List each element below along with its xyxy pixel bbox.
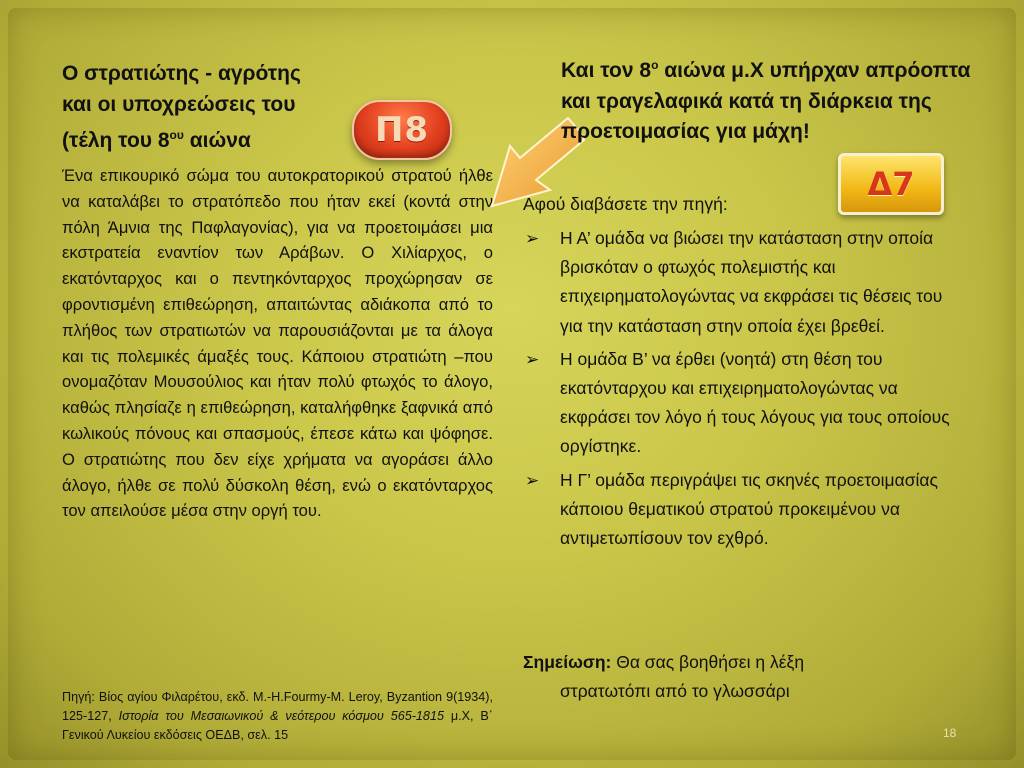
left-title-superscript: ου <box>169 128 184 142</box>
task-item-b <box>523 345 963 462</box>
task-item-a <box>523 224 963 341</box>
citation-text-end: μ.Χ, Β΄ Γενικού Λυκείου εκδόσεις ΟΕΔΒ, σελ. 15 <box>62 709 493 742</box>
arrow-bullet-icon: ➢ <box>525 229 540 248</box>
citation-book-title: Ιστορία του Μεσαιωνικού & νεότερου κόσμου 565-1815 <box>118 709 444 723</box>
p8-badge-label: Π8 <box>374 110 430 150</box>
right-title <box>561 50 971 148</box>
left-title-line-2: και οι υποχρεώσεις του <box>62 93 296 116</box>
page-number: 18 <box>943 726 957 740</box>
source-text-paragraph: Ένα επικουρικό σώμα του αυτοκρατορικού στρατού ήλθε να καταλάβει το στρατόπεδο που ήταν εκεί (κοντά στην πόλη Άμνια της Παφλαγονίας), για να προετοιμάσει μια εκστρατεία εναντίον των Αράβων. Ο Χιλίαρχος, ο εκατόνταρχος και ο πεντηκόνταρχος προχώρησαν σε φροντισμένη επιθεώρηση, απαιτώντας αδιάκοπα από το πλήθος των στρατιωτών να παρουσιάζονται με τα άλογα και τις πολεμικές άμαξές τους. Κάποιου στρατιώτη –που ονομαζόταν Μουσούλιος και ήταν πολύ φτωχός το άλογο, καθώς πλησίαζε η επιθεώρηση, καταλήφθηκε ξαφνικά από κωλικούς πόνους και σπασμούς, έπεσε κάτω και ψόφησε. Ο στρατιώτης που δεν είχε χρήματα να αγοράσει άλλο άλογο, ήλθε σε πολύ δύσκολη θέση, ενώ ο εκατόνταρχος τον απειλούσε μέσα στην οργή του. <box>62 166 493 521</box>
left-title-line-3-end: αιώνα <box>183 129 251 152</box>
task-item-text: Η Γ’ ομάδα περιγράψει τις σκηνές προετοιμασίας κάποιου θεματικού στρατού προκειμένου να αντιμετωπίσουν τον εχθρό. <box>560 469 938 549</box>
task-item-c <box>523 466 963 554</box>
d7-badge-label: Δ7 <box>867 165 915 203</box>
left-title-line-3: (τέλη του 8 <box>62 129 170 152</box>
task-item-text: Η ομάδα Β’ να έρθει (νοητά) στη θέση του εκατόνταρχου και επιχειρηματολογώντας να εκφράσει τον λόγο ή τους λόγους για τους οποίους οργίστηκε. <box>560 348 950 457</box>
right-title-text-end: αιώνα μ.Χ υπήρχαν απρόοπτα και τραγελαφικά κατά τη διάρκεια της προετοιμασίας για μάχη! <box>561 59 971 143</box>
note-text-line-2: στρατωτόπι από το γλωσσάρι <box>560 681 790 702</box>
arrow-bullet-icon: ➢ <box>525 470 540 490</box>
citation-text: Πηγή: Βίος αγίου Φιλαρέτου, εκδ. M.-H.Fourmy-M. Leroy, Byzantion 9(1934), 125-127, <box>62 690 493 723</box>
right-title-superscript: ο <box>651 58 659 72</box>
d7-badge[interactable] <box>838 153 944 215</box>
arrow-bullet-icon: ➢ <box>525 349 540 369</box>
source-citation <box>62 688 493 745</box>
note-label: Σημείωση: <box>523 652 612 672</box>
note <box>523 648 963 706</box>
task-list <box>523 224 963 557</box>
left-title-line-1: Ο στρατιώτης - αγρότης <box>62 62 301 85</box>
p8-badge[interactable] <box>352 100 452 160</box>
task-item-text: Η Α’ ομάδα να βιώσει την κατάσταση στην οποία βρισκόταν ο φτωχός πολεμιστής και επιχειρηματολογώντας να εκφράσει τις θέσεις του για την κατάσταση στην οποία έχει βρεθεί. <box>560 228 943 336</box>
source-text <box>62 163 493 524</box>
task-intro: Αφού διαβάσετε την πηγή: <box>523 194 728 214</box>
left-title <box>62 58 362 156</box>
note-text: Θα σας βοηθήσει η λέξη <box>611 652 805 672</box>
right-title-text: Και τον 8 <box>561 59 652 82</box>
